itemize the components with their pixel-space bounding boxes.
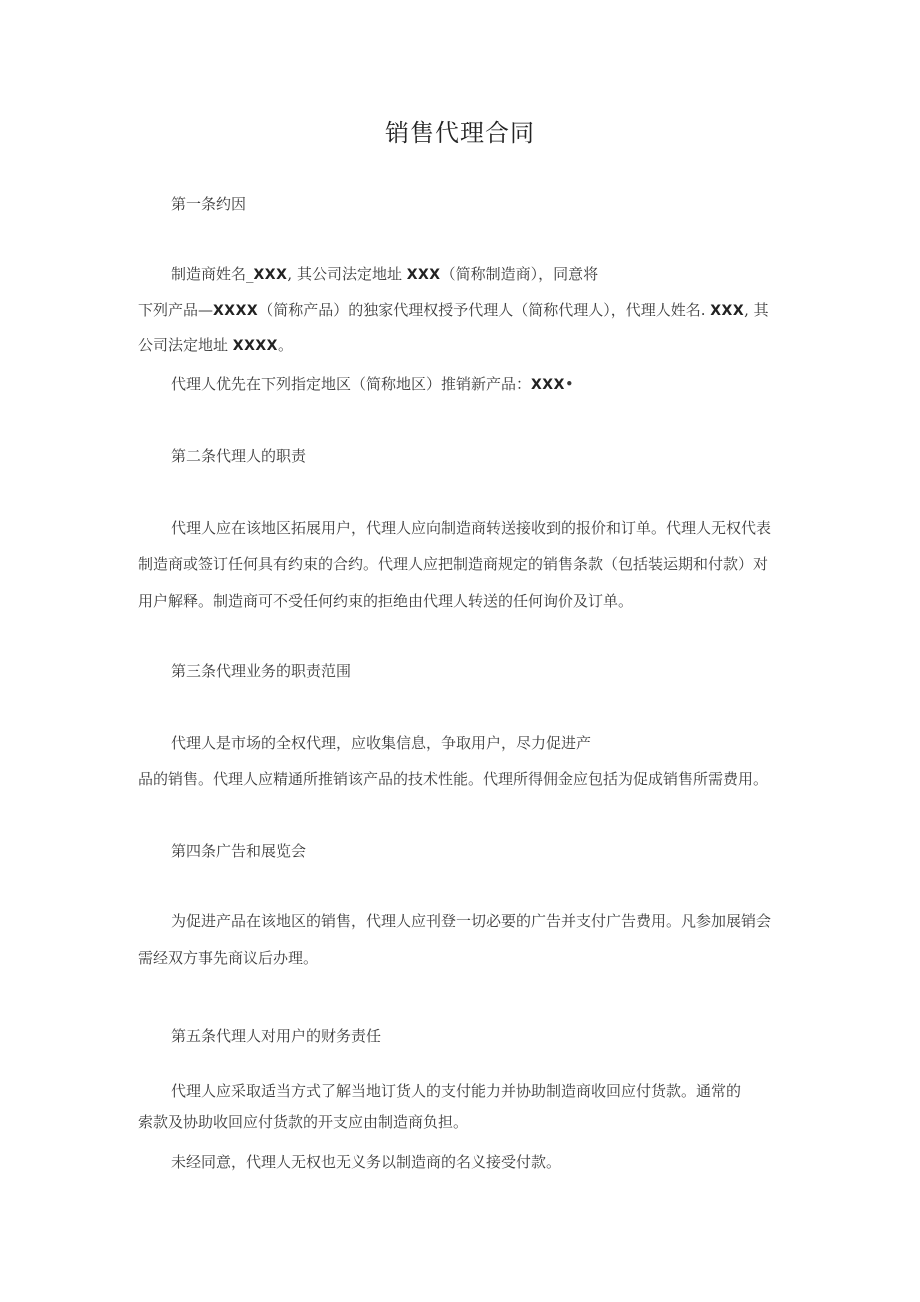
section-3-line-1: 代理人是市场的全权代理，应收集信息，争取用户，尽力促进产 bbox=[171, 734, 592, 752]
section-1-heading: 第一条约因 bbox=[171, 195, 247, 213]
text: , 其 bbox=[744, 301, 769, 319]
bullet-mark: • bbox=[564, 375, 574, 393]
text: 。 bbox=[277, 336, 293, 354]
section-2-heading: 第二条代理人的职责 bbox=[171, 447, 307, 465]
section-4-line-2: 需经双方事先商议后办理。 bbox=[138, 949, 319, 967]
placeholder-manufacturer-name: XXX bbox=[253, 267, 288, 283]
section-5-line-3: 未经同意，代理人无权也无义务以制造商的名义接受付款。 bbox=[171, 1153, 562, 1171]
placeholder-agent-address: XXXX bbox=[232, 338, 278, 354]
section-5-line-1: 代理人应采取适当方式了解当地订货人的支付能力并协助制造商收回应付货款。通常的 bbox=[171, 1082, 742, 1100]
section-1-paragraph-1-line-1 bbox=[171, 263, 598, 286]
text: 下列产品— bbox=[138, 301, 214, 319]
section-5-line-2: 索款及协助收回应付货款的开支应由制造商负担。 bbox=[138, 1113, 469, 1131]
document-title: 销售代理合同 bbox=[385, 119, 535, 147]
text: 代理人优先在下列指定地区（简称地区）推销新产品： bbox=[171, 375, 532, 393]
text: （简称制造商），同意将 bbox=[440, 265, 599, 283]
section-1-paragraph-2 bbox=[171, 373, 574, 396]
section-2-line-3: 用户解释。制造商可不受任何约束的拒绝由代理人转送的任何询价及订单。 bbox=[138, 592, 634, 610]
section-2-line-1: 代理人应在该地区拓展用户，代理人应向制造商转送接收到的报价和订单。代理人无权代表 bbox=[171, 519, 772, 537]
section-5-heading: 第五条代理人对用户的财务责任 bbox=[171, 1027, 382, 1045]
placeholder-product: XXXX bbox=[213, 303, 259, 319]
text: , 其公司法定地址 bbox=[287, 265, 407, 283]
placeholder-manufacturer-address: XXX bbox=[406, 267, 441, 283]
section-3-heading: 第三条代理业务的职责范围 bbox=[171, 662, 352, 680]
text: （简称产品）的独家代理权授予代理人（简称代理人），代理人姓名. bbox=[258, 301, 711, 319]
placeholder-agent-name: XXX bbox=[710, 303, 745, 319]
placeholder-territory-product: XXX bbox=[531, 377, 565, 393]
section-2-line-2: 制造商或签订任何具有约束的合约。代理人应把制造商规定的销售条款（包括装运期和付款）对 bbox=[138, 555, 769, 573]
section-4-line-1: 为促进产品在该地区的销售，代理人应刊登一切必要的广告并支付广告费用。凡参加展销会 bbox=[171, 912, 772, 930]
text: 公司法定地址 bbox=[138, 336, 233, 354]
section-4-heading: 第四条广告和展览会 bbox=[171, 842, 307, 860]
text: 制造商姓名_ bbox=[171, 265, 254, 283]
section-1-paragraph-1-line-3 bbox=[138, 334, 293, 357]
section-3-line-2: 品的销售。代理人应精通所推销该产品的技术性能。代理所得佣金应包括为促成销售所需费用。 bbox=[138, 770, 769, 788]
section-1-paragraph-1-line-2 bbox=[138, 299, 769, 322]
